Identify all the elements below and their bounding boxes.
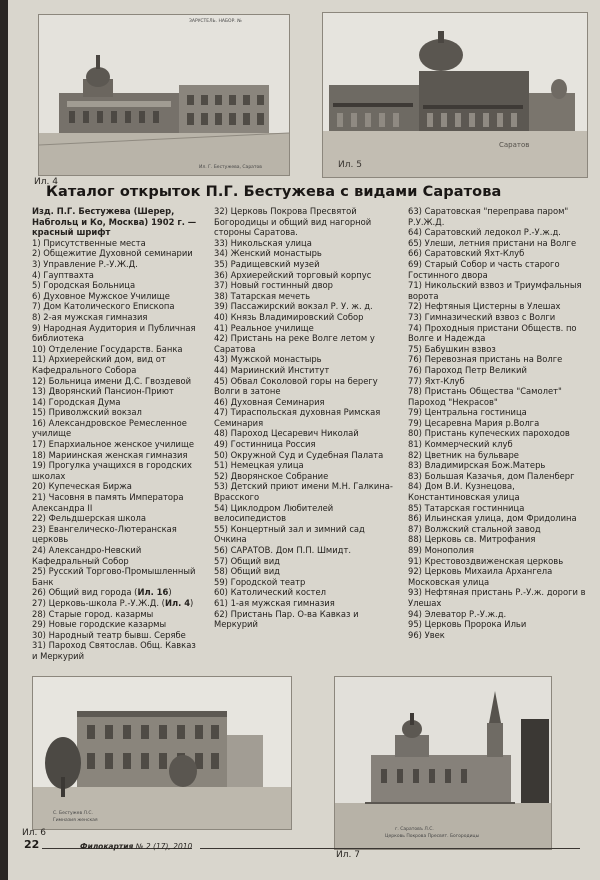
list-item: 26) Общий вид города (Ил. 16)	[32, 587, 172, 598]
list-item: 20) Купеческая Биржа	[32, 481, 132, 492]
catalog-intro	[32, 206, 202, 238]
list-item: 36) Архиерейский торговый корпус	[214, 269, 372, 280]
list-item: 83) Владимирская Бож.Матерь	[408, 460, 546, 471]
figure-label-7: Ил. 7	[336, 850, 360, 860]
list-item: 38) Татарская мечеть	[214, 290, 311, 301]
list-item: 87) Волжский стальной завод	[408, 523, 541, 534]
list-item: 25) Русский Торгово-Промышленный Банк	[32, 566, 196, 587]
col1-list	[32, 238, 202, 588]
list-item: 71) Никольский взвоз и Триумфальныя ворота	[408, 280, 582, 301]
list-item: 76) Перевозная пристань на Волге	[408, 354, 563, 365]
list-item: 81) Коммерческий клуб	[408, 439, 513, 450]
list-item: 56) САРАТОВ. Дом П.П. Шмидт.	[214, 545, 351, 555]
list-item: 66) Саратовский Яхт-Клуб	[408, 248, 525, 259]
list-item: 57) Общий вид	[214, 555, 280, 566]
list-item: 15) Приволжский вокзал	[32, 407, 142, 418]
list-item: 76) Пароход Петр Великий	[408, 364, 527, 375]
list-item: 11) Архиерейский дом, вид от Кафедрального Собора	[32, 354, 166, 375]
list-item: 96) Увек	[408, 629, 445, 640]
list-item: 12) Больница имени Д.С. Гвоздевой	[32, 375, 192, 386]
postcard-6-drawing	[33, 677, 291, 829]
col1-tail-list	[32, 609, 202, 662]
postcard-7-drawing	[335, 677, 551, 849]
list-item: 73) Гимназический взвоз с Волги	[408, 311, 556, 322]
list-item: 31) Пароход Святослав. Общ. Кавказ и Меркурий	[32, 640, 196, 661]
list-item: 34) Женский монастырь	[214, 248, 322, 259]
catalog-intro-text: Изд. П.Г. Бестужева (Шерер, Набгольц и Ко, Москва) 1902 г. —	[32, 206, 197, 227]
list-item: 19) Прогулка учащихся в городских школах	[32, 460, 192, 481]
figure-label-5: Ил. 5	[338, 160, 362, 170]
list-item: 49) Гостинница Россия	[214, 439, 316, 450]
list-item: 9) Народная Аудитория и Публичная библиотека	[32, 322, 196, 344]
list-item: 77) Яхт-Клуб	[408, 375, 465, 386]
magazine-footer	[80, 842, 192, 851]
postcard-image-6	[32, 676, 292, 830]
list-item: 43) Мужской монастырь	[214, 354, 322, 365]
list-item: 60) Католический костел	[214, 587, 326, 598]
list-item: 48) Пароход Цесаревич Николай	[214, 428, 359, 439]
list-item: 18) Мариинская женская гимназия	[32, 449, 188, 460]
postcard-5-drawing	[323, 13, 587, 177]
list-item: 51) Немецкая улица	[214, 460, 304, 471]
figure-label-4: Ил. 4	[34, 177, 58, 187]
list-item: 93) Нефтяная пристань Р.-У.ж. дороги в Улешах	[408, 587, 586, 608]
list-item: 40) Князь Владимировский Собор	[214, 311, 364, 322]
list-item: 6) Духовное Мужское Училище	[32, 290, 170, 301]
list-item: 46) Духовная Семинария	[214, 396, 325, 407]
list-item: 35) Радищевский музей	[214, 258, 320, 269]
list-item: 50) Окружной Суд и Судебная Палата	[214, 449, 384, 460]
list-item: 79) Центральна гостиница	[408, 407, 527, 418]
page-number: 22	[24, 838, 40, 851]
list-item: 54) Циклодром Любителей велосипедистов	[214, 502, 334, 524]
list-item: 5) Городская Больница	[32, 280, 136, 291]
list-item: 39) Пассажирский вокзал Р. У. ж. д.	[214, 301, 373, 312]
page-title: Каталог открыток П.Г. Бестужева с видами Саратова	[46, 184, 502, 200]
list-item: 21) Часовня в память Императора Александра II	[32, 492, 184, 513]
list-item: 4) Гауптвахта	[32, 269, 94, 280]
list-item: 74) Проходныя пристани Обществ. по Волге и Надежда	[408, 322, 577, 344]
list-item: 33) Никольская улица	[214, 237, 312, 248]
catalog-column-1	[32, 206, 202, 662]
list-item: 42) Пристань на реке Волге летом у Саратова	[214, 333, 375, 354]
list-item: 23) Евангелическо-Лютеранская церковь	[32, 523, 177, 545]
list-item: 2) Общежитие Духовной семинарии	[32, 248, 193, 259]
postcard-7-caption-2: Церковь Покрова Пресвят. Богородицы	[385, 834, 480, 839]
catalog-column-2	[214, 206, 394, 630]
list-item: 28) Старые город. казармы	[32, 608, 154, 619]
list-item: 44) Мариинский Институт	[214, 364, 330, 375]
list-item: 29) Новые городские казармы	[32, 619, 167, 630]
list-item: 86) Ильинская улица, дом Фридолина	[408, 513, 577, 524]
postcard-4-drawing	[39, 15, 289, 175]
list-item: 63) Саратовская "переправа паром" Р.У.Ж.Д.	[408, 206, 569, 227]
footer-divider-right	[200, 848, 580, 849]
list-item: 82) Цветник на бульваре	[408, 449, 519, 460]
list-item: 75) Бабушкин взвоз	[408, 343, 496, 354]
list-item: 10) Отделение Государств. Банка	[32, 343, 183, 354]
list-item: 14) Городская Дума	[32, 396, 121, 407]
list-item: 85) Татарская гостинница	[408, 502, 525, 513]
magazine-name: Филокартия	[80, 842, 134, 851]
list-item: 91) Крестовоздвиженская церковь	[408, 555, 564, 566]
list-item: 59) Городской театр	[214, 576, 306, 587]
list-item: 61) 1-ая мужская гимназия	[214, 597, 335, 608]
list-item: 80) Пристань купеческих пароходов	[408, 428, 570, 439]
list-item: 47) Тираспольская духовная Римская Семинария	[214, 407, 381, 428]
list-item: 1) Присутственные места	[32, 237, 146, 248]
catalog-intro-note: красный шрифт	[32, 227, 111, 238]
list-item: 62) Пристань Пар. О-ва Кавказ и Меркурий	[214, 608, 359, 630]
list-item: 58) Общий вид	[214, 566, 280, 577]
magazine-page	[8, 0, 600, 880]
figure-label-6: Ил. 6	[22, 828, 46, 838]
list-item: 24) Александро-Невский Кафедральный Собор	[32, 545, 142, 566]
list-item: 55) Концертный зал и зимний сад Очкина	[214, 523, 365, 545]
list-item: 72) Нефтяныя Цистерны в Улешах	[408, 301, 561, 312]
list-item: 17) Епархиальное женское училище	[32, 439, 194, 450]
list-item: 94) Элеватор Р.-У.ж.д.	[408, 608, 507, 619]
postcard-7-caption-1: г. Саратовъ Л.С.	[395, 827, 434, 832]
list-item: 30) Народный театр бывш. Серябе	[32, 629, 186, 640]
list-item: 22) Фельдшерская школа	[32, 513, 146, 524]
postcard-image-5	[322, 12, 588, 178]
list-item: 95) Церковь Пророка Ильи	[408, 619, 527, 630]
list-item: 32) Церковь Покрова Пресвятой Богородицы и общий вид нагорной стороны Саратова.	[214, 206, 372, 238]
postcard-image-7	[334, 676, 552, 850]
postcard-5-place: Саратов	[499, 141, 530, 149]
list-item: 45) Обвал Соколовой горы на берегу Волги в затоне	[214, 375, 378, 397]
list-item: 16) Александровское Ремесленное училище	[32, 417, 187, 439]
magazine-issue: № 2 (17), 2010	[135, 842, 193, 851]
list-item: 3) Управление Р.-У.Ж.Д.	[32, 258, 138, 269]
list-item: 37) Новый гостинный двор	[214, 280, 333, 291]
list-item: 83) Большая Казачья, дом Паленберг	[408, 470, 575, 481]
catalog-column-3	[408, 206, 588, 640]
postcard-4-header: ЗАРУСТЕЛЬ. НАБОР. №	[189, 19, 242, 24]
list-item: 79) Цесаревна Мария р.Волга	[408, 417, 540, 428]
postcard-6-caption-1: С. Бестужев Л.С.	[53, 811, 93, 816]
list-item: 8) 2-ая мужская гимназия	[32, 311, 148, 322]
list-item: 41) Реальное училище	[214, 322, 314, 333]
list-item: 64) Саратовский ледокол Р.-У.ж.д.	[408, 227, 561, 238]
list-item: 78) Пристань Общества "Самолет" Пароход "Некрасов"	[408, 386, 562, 407]
list-item: 84) Дом В.И. Кузнецова, Константиновская улица	[408, 481, 520, 503]
postcard-image-4	[38, 14, 290, 176]
list-item: 92) Церковь Михаила Архангела Московская улица	[408, 566, 553, 587]
list-item: 7) Дом Католического Епископа	[32, 301, 175, 312]
postcard-6-caption-2: Гимназия женская	[53, 818, 98, 823]
list-item: 53) Детский приют имени М.Н. Галкина-Врасского	[214, 481, 393, 503]
list-item: 27) Церковь-школа Р.-У.Ж.Д. (Ил. 4)	[32, 597, 194, 608]
list-item: 89) Монополия	[408, 545, 474, 555]
list-item: 13) Дворянский Пансион-Приют	[32, 386, 174, 397]
list-item: 65) Улеши, летния пристани на Волге	[408, 237, 577, 248]
list-item: 69) Старый Собор и часть старого Гостинного двора	[408, 258, 560, 280]
list-item: 52) Дворянское Собрание	[214, 470, 329, 481]
postcard-4-caption: Ил. Г. Бестужева, Саратов	[199, 165, 262, 170]
list-item: 88) Церковь св. Митрофания	[408, 534, 536, 545]
